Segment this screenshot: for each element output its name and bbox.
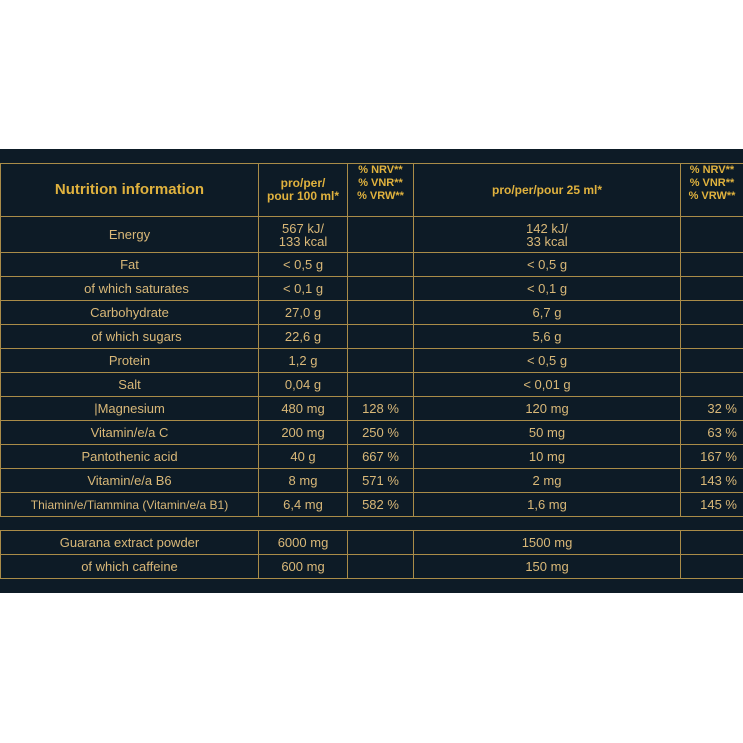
row-per100: < 0,5 g bbox=[259, 253, 348, 277]
extra-per100: 6000 mg bbox=[259, 531, 348, 555]
header-title: Nutrition information bbox=[1, 164, 259, 217]
energy-label: Energy bbox=[1, 217, 259, 253]
row-per100: 200 mg bbox=[259, 421, 348, 445]
row-per100: 22,6 g bbox=[259, 325, 348, 349]
row-label: of which sugars bbox=[1, 325, 259, 349]
row-per100: 480 mg bbox=[259, 397, 348, 421]
row-per100: 40 g bbox=[259, 445, 348, 469]
energy-rv25 bbox=[681, 217, 743, 253]
row-rv100 bbox=[348, 325, 414, 349]
extra-per25: 1500 mg bbox=[414, 531, 681, 555]
row-per25: 6,7 g bbox=[414, 301, 681, 325]
header-per25: pro/per/pour 25 ml* bbox=[414, 164, 681, 217]
row-label: Pantothenic acid bbox=[1, 445, 259, 469]
table-header-row bbox=[1, 164, 743, 217]
energy-rv100 bbox=[348, 217, 414, 253]
row-per100: 1,2 g bbox=[259, 349, 348, 373]
header-reference-values-25: % NRV** % VNR** % VRW** bbox=[681, 164, 743, 217]
nutrition-panel bbox=[0, 149, 743, 593]
row-label: Thiamin/e/Tiammina (Vitamin/e/a B1) bbox=[1, 493, 259, 517]
energy-per25: 142 kJ/ 33 kcal bbox=[414, 217, 681, 253]
row-per25: 1,6 mg bbox=[414, 493, 681, 517]
row-rv100 bbox=[348, 349, 414, 373]
extra-rv100 bbox=[348, 531, 414, 555]
row-per25: 10 mg bbox=[414, 445, 681, 469]
table-row bbox=[1, 469, 743, 493]
extra-per100: 600 mg bbox=[259, 555, 348, 579]
row-per100: 0,04 g bbox=[259, 373, 348, 397]
table-row bbox=[1, 349, 743, 373]
row-rv25 bbox=[681, 277, 743, 301]
row-rv100: 667 % bbox=[348, 445, 414, 469]
row-label: of which saturates bbox=[1, 277, 259, 301]
row-rv25 bbox=[681, 325, 743, 349]
table-row bbox=[1, 493, 743, 517]
row-rv25: 32 % bbox=[681, 397, 743, 421]
nutrition-table bbox=[0, 163, 743, 579]
row-per25: 50 mg bbox=[414, 421, 681, 445]
row-per25: < 0,1 g bbox=[414, 277, 681, 301]
row-rv25 bbox=[681, 373, 743, 397]
row-per25: 120 mg bbox=[414, 397, 681, 421]
row-label: |Magnesium bbox=[1, 397, 259, 421]
row-per100: 6,4 mg bbox=[259, 493, 348, 517]
table-row bbox=[1, 325, 743, 349]
table-separator bbox=[1, 517, 743, 531]
row-per25: 5,6 g bbox=[414, 325, 681, 349]
row-per25: < 0,01 g bbox=[414, 373, 681, 397]
row-per25: < 0,5 g bbox=[414, 349, 681, 373]
table-row bbox=[1, 397, 743, 421]
row-rv100 bbox=[348, 301, 414, 325]
row-per100: 8 mg bbox=[259, 469, 348, 493]
table-row bbox=[1, 253, 743, 277]
energy-per100: 567 kJ/ 133 kcal bbox=[259, 217, 348, 253]
row-label: Vitamin/e/a C bbox=[1, 421, 259, 445]
extra-per25: 150 mg bbox=[414, 555, 681, 579]
row-label: Protein bbox=[1, 349, 259, 373]
row-rv100 bbox=[348, 277, 414, 301]
extra-label: of which caffeine bbox=[1, 555, 259, 579]
row-label: Salt bbox=[1, 373, 259, 397]
row-rv25: 145 % bbox=[681, 493, 743, 517]
row-rv25: 143 % bbox=[681, 469, 743, 493]
row-rv100 bbox=[348, 253, 414, 277]
row-rv25: 63 % bbox=[681, 421, 743, 445]
row-per25: < 0,5 g bbox=[414, 253, 681, 277]
table-row bbox=[1, 277, 743, 301]
table-row bbox=[1, 301, 743, 325]
table-row bbox=[1, 373, 743, 397]
extra-rv25 bbox=[681, 555, 743, 579]
table-row-energy bbox=[1, 217, 743, 253]
table-row bbox=[1, 555, 743, 579]
row-rv100: 571 % bbox=[348, 469, 414, 493]
row-rv100: 582 % bbox=[348, 493, 414, 517]
extra-rv100 bbox=[348, 555, 414, 579]
row-rv25: 167 % bbox=[681, 445, 743, 469]
row-per100: 27,0 g bbox=[259, 301, 348, 325]
header-per100: pro/per/ pour 100 ml* bbox=[259, 164, 348, 217]
row-rv25 bbox=[681, 301, 743, 325]
row-rv25 bbox=[681, 349, 743, 373]
row-rv100 bbox=[348, 373, 414, 397]
extra-label: Guarana extract powder bbox=[1, 531, 259, 555]
row-label: Vitamin/e/a B6 bbox=[1, 469, 259, 493]
table-row bbox=[1, 531, 743, 555]
row-rv100: 128 % bbox=[348, 397, 414, 421]
header-reference-values: % NRV** % VNR** % VRW** bbox=[348, 164, 414, 217]
row-per25: 2 mg bbox=[414, 469, 681, 493]
extra-rv25 bbox=[681, 531, 743, 555]
table-row bbox=[1, 421, 743, 445]
row-label: Fat bbox=[1, 253, 259, 277]
table-row bbox=[1, 445, 743, 469]
row-rv100: 250 % bbox=[348, 421, 414, 445]
row-per100: < 0,1 g bbox=[259, 277, 348, 301]
row-label: Carbohydrate bbox=[1, 301, 259, 325]
row-rv25 bbox=[681, 253, 743, 277]
